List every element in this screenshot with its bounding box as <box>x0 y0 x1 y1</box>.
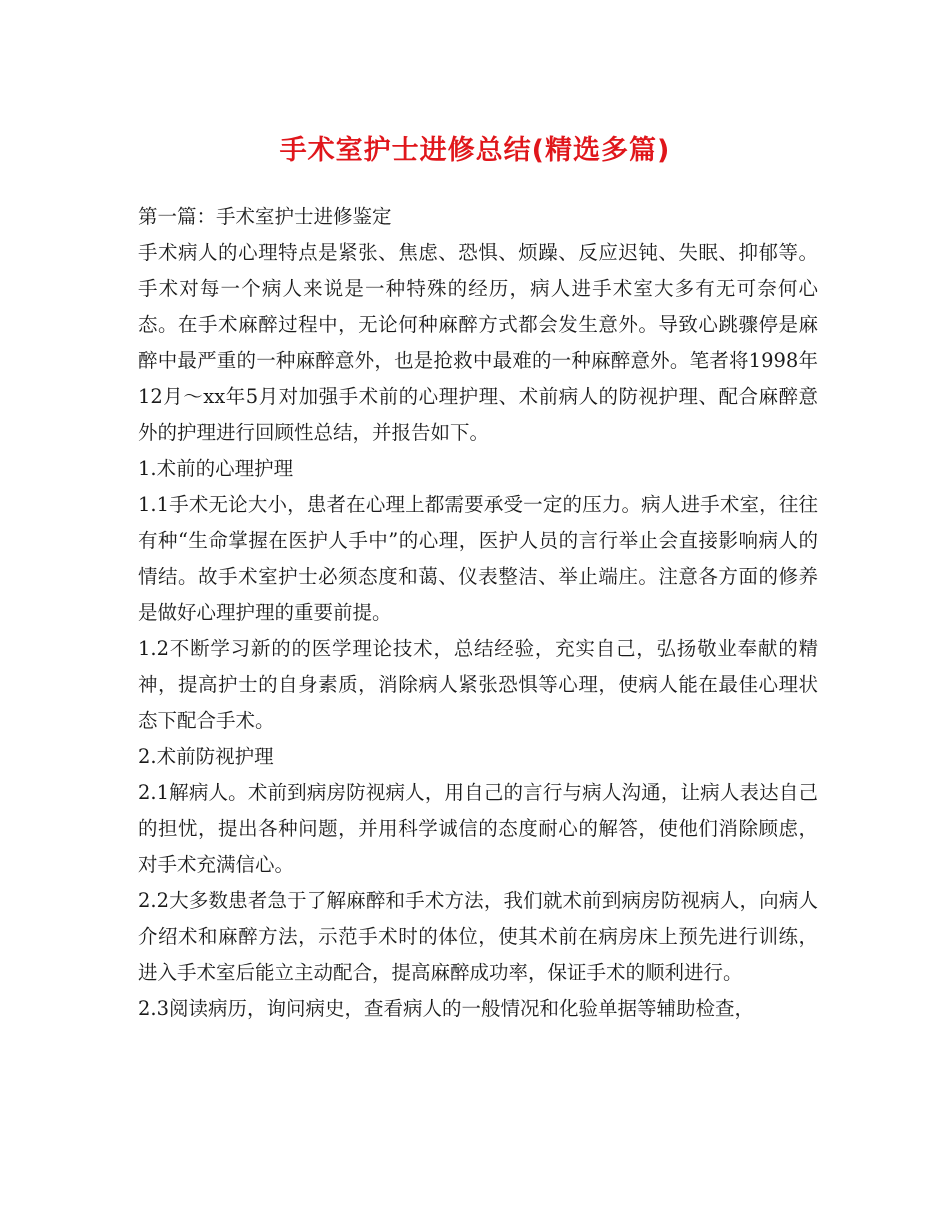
body-paragraph: 1.1手术无论大小，患者在心理上都需要承受一定的压力。病人进手术室，往往有种“生命掌握在医护人手中”的心理，医护人员的言行举止会直接影响病人的情结。故手术室护士必须态度和蔼、仪表整洁、举止端庄。注意各方面的修养是做好心理护理的重要前提。 <box>138 493 818 624</box>
section-heading: 2.术前防视护理 <box>138 745 274 768</box>
document-body <box>138 199 818 1027</box>
document-title: 手术室护士进修总结(精选多篇) <box>279 135 671 166</box>
body-paragraph: 手术病人的心理特点是紧张、焦虑、恐惧、烦躁、反应迟钝、失眠、抑郁等。手术对每一个病人来说是一种特殊的经历，病人进手术室大多有无可奈何心态。在手术麻醉过程中，无论何种麻醉方式都会发生意外。导致心跳骤停是麻醉中最严重的一种麻醉意外，也是抢救中最难的一种麻醉意外。笔者将1998年12月～xx年5月对加强手术前的心理护理、术前病人的防视护理、配合麻醉意外的护理进行回顾性总结，并报告如下。 <box>138 241 818 444</box>
body-paragraph: 2.1解病人。术前到病房防视病人，用自己的言行与病人沟通，让病人表达自己的担忧，提出各种问题，并用科学诚信的态度耐心的解答，使他们消除顾虑，对手术充满信心。 <box>138 781 818 876</box>
body-paragraph: 1.2不断学习新的的医学理论技术，总结经验，充实自己，弘扬敬业奉献的精神，提高护士的自身素质，消除病人紧张恐惧等心理，使病人能在最佳心理状态下配合手术。 <box>138 637 818 732</box>
body-paragraph: 2.3阅读病历，询问病史，查看病人的一般情况和化验单据等辅助检查， <box>138 997 755 1020</box>
section-heading: 第一篇：手术室护士进修鉴定 <box>138 205 392 228</box>
body-paragraph: 2.2大多数患者急于了解麻醉和手术方法，我们就术前到病房防视病人，向病人介绍术和麻醉方法，示范手术时的体位，使其术前在病房床上预先进行训练，进入手术室后能立主动配合，提高麻醉成功率，保证手术的顺利进行。 <box>138 889 818 984</box>
section-heading: 1.术前的心理护理 <box>138 457 294 480</box>
